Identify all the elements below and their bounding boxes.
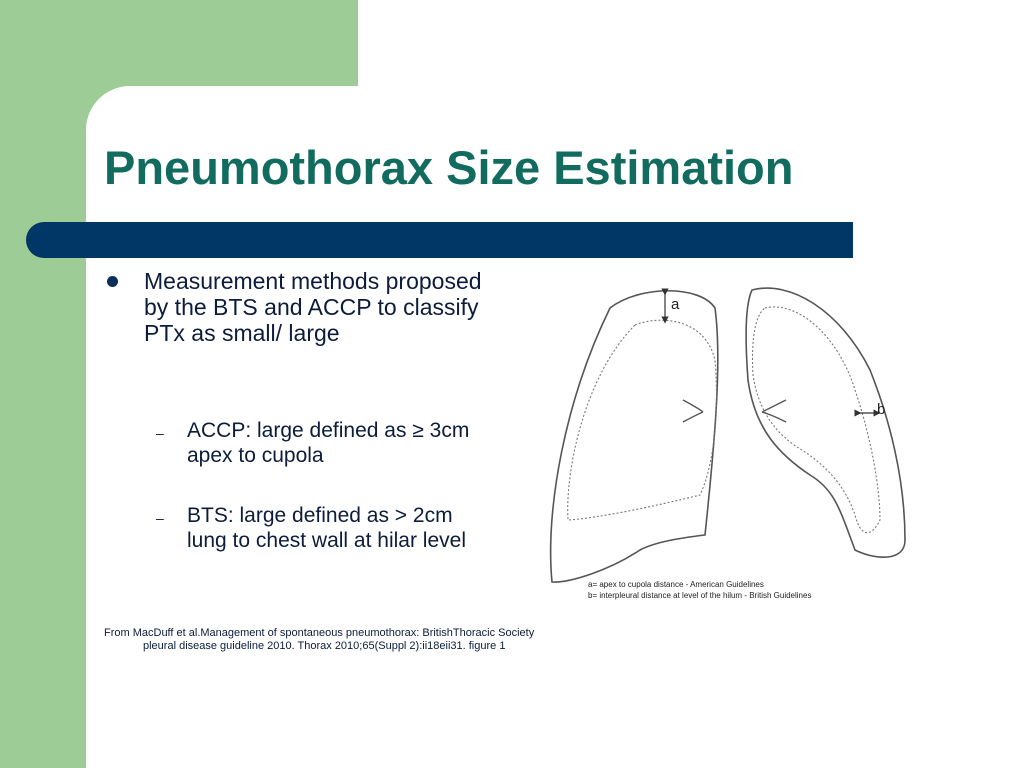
lung-diagram	[540, 280, 920, 610]
main-bullet-text: Measurement methods proposed by the BTS and ACCP to classify PTx as small/ large	[144, 268, 482, 346]
left-lung-outline	[746, 288, 905, 557]
legend-a: a= apex to cupola distance - American Guidelines	[588, 580, 764, 589]
sub-bullet-dash: –	[156, 425, 164, 441]
left-hilum-mark	[762, 400, 786, 422]
lung-diagram-figure	[540, 280, 920, 610]
label-a: a	[671, 296, 680, 313]
right-lung-inner-dotted	[568, 320, 717, 520]
right-hilum-mark	[683, 400, 703, 422]
sub-bullet-accp: ACCP: large defined as ≥ 3cm apex to cupola	[187, 419, 470, 467]
legend-b: b= interpleural distance at level of the hilum - British Guidelines	[588, 591, 812, 600]
sub-bullet-dash: –	[156, 510, 164, 526]
sub-bullet-bts: BTS: large defined as > 2cm lung to chest wall at hilar level	[187, 504, 466, 552]
left-lung-inner-dotted	[753, 307, 881, 533]
bullet-dot-icon	[107, 276, 118, 287]
slide-title: Pneumothorax Size Estimation	[104, 141, 794, 194]
label-b: b	[877, 401, 886, 418]
citation-text: From MacDuff et al.Management of spontaneous pneumothorax: BritishThoracic Society pleural disease guideline 2010. Thorax 2010;65(Suppl 2):ii18eii31. figure 1	[104, 627, 535, 652]
title-underline-bar	[26, 222, 853, 258]
right-lung-outline	[551, 291, 718, 582]
